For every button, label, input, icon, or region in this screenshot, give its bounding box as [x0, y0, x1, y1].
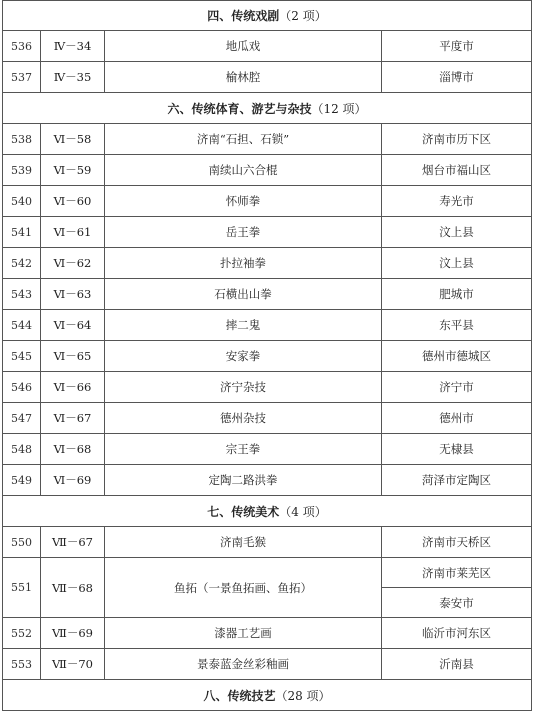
table-row	[3, 248, 532, 279]
row-location: 济南市历下区	[382, 124, 532, 155]
row-code: Ⅵ－63	[41, 279, 105, 310]
row-number: 540	[3, 186, 41, 217]
row-number: 553	[3, 649, 41, 680]
row-number: 550	[3, 527, 41, 558]
row-name: 南续山六合棍	[105, 155, 382, 186]
section-row	[3, 680, 532, 711]
row-name: 济南毛猴	[105, 527, 382, 558]
row-number: 547	[3, 403, 41, 434]
row-location: 东平县	[382, 310, 532, 341]
row-number: 538	[3, 124, 41, 155]
row-number: 552	[3, 618, 41, 649]
row-location: 济南市天桥区	[382, 527, 532, 558]
section-title: 六、传统体育、游艺与杂技	[167, 101, 312, 116]
heritage-table	[2, 0, 532, 711]
row-name: 漆器工艺画	[105, 618, 382, 649]
table-row	[3, 618, 532, 649]
section-row	[3, 496, 532, 527]
row-code: Ⅳ－35	[41, 62, 105, 93]
section-title: 四、传统戏剧	[207, 9, 280, 23]
row-code: Ⅵ－69	[41, 465, 105, 496]
row-number: 551	[3, 558, 41, 618]
row-location: 德州市	[382, 403, 532, 434]
table-row	[3, 186, 532, 217]
row-location-secondary: 泰安市	[382, 588, 532, 618]
section-count: （2 项）	[279, 9, 327, 23]
row-number: 536	[3, 31, 41, 62]
row-name: 鱼拓（一景鱼拓画、鱼拓）	[105, 558, 382, 618]
table-row	[3, 527, 532, 558]
row-code: Ⅵ－60	[41, 186, 105, 217]
table-row	[3, 403, 532, 434]
row-number: 543	[3, 279, 41, 310]
section-header	[3, 680, 532, 711]
row-name: 摔二鬼	[105, 310, 382, 341]
row-name: 岳王拳	[105, 217, 382, 248]
table-row	[3, 217, 532, 248]
row-code: Ⅶ－67	[41, 527, 105, 558]
table-row	[3, 310, 532, 341]
row-code: Ⅵ－68	[41, 434, 105, 465]
row-name: 榆林腔	[105, 62, 382, 93]
row-location: 无棣县	[382, 434, 532, 465]
section-row	[3, 93, 532, 124]
row-location: 汶上县	[382, 217, 532, 248]
row-number: 548	[3, 434, 41, 465]
row-code: Ⅶ－68	[41, 558, 105, 618]
row-code: Ⅵ－59	[41, 155, 105, 186]
row-code: Ⅵ－64	[41, 310, 105, 341]
row-code: Ⅵ－62	[41, 248, 105, 279]
row-location: 淄博市	[382, 62, 532, 93]
row-code: Ⅵ－58	[41, 124, 105, 155]
row-code: Ⅶ－70	[41, 649, 105, 680]
row-location: 济南市莱芜区	[382, 558, 532, 588]
section-header	[3, 93, 532, 124]
table-row	[3, 31, 532, 62]
table-row	[3, 124, 532, 155]
row-name: 德州杂技	[105, 403, 382, 434]
row-name: 济南“石担、石锁”	[105, 124, 382, 155]
section-header	[3, 1, 532, 31]
row-code: Ⅶ－69	[41, 618, 105, 649]
row-number: 549	[3, 465, 41, 496]
row-location: 德州市德城区	[382, 341, 532, 372]
row-location: 菏泽市定陶区	[382, 465, 532, 496]
row-location: 平度市	[382, 31, 532, 62]
row-code: Ⅵ－66	[41, 372, 105, 403]
row-code: Ⅵ－61	[41, 217, 105, 248]
table-row	[3, 341, 532, 372]
section-count: （12 项）	[311, 101, 367, 116]
row-name: 怀师拳	[105, 186, 382, 217]
table-row	[3, 465, 532, 496]
section-count: （4 项）	[279, 504, 327, 519]
row-name: 石横出山拳	[105, 279, 382, 310]
row-number: 541	[3, 217, 41, 248]
table-row	[3, 558, 532, 588]
row-name: 安家拳	[105, 341, 382, 372]
row-number: 539	[3, 155, 41, 186]
row-location: 汶上县	[382, 248, 532, 279]
section-count: （28 项）	[275, 688, 331, 703]
row-name: 景泰蓝金丝彩釉画	[105, 649, 382, 680]
section-row	[3, 1, 532, 31]
row-name: 地瓜戏	[105, 31, 382, 62]
row-name: 扑拉袖拳	[105, 248, 382, 279]
table-row	[3, 372, 532, 403]
row-number: 545	[3, 341, 41, 372]
row-code: Ⅵ－65	[41, 341, 105, 372]
row-name: 定陶二路洪拳	[105, 465, 382, 496]
row-location: 肥城市	[382, 279, 532, 310]
table-row	[3, 434, 532, 465]
row-location: 济宁市	[382, 372, 532, 403]
row-number: 542	[3, 248, 41, 279]
row-name: 济宁杂技	[105, 372, 382, 403]
row-location: 烟台市福山区	[382, 155, 532, 186]
row-code: Ⅵ－67	[41, 403, 105, 434]
row-location: 寿光市	[382, 186, 532, 217]
row-number: 537	[3, 62, 41, 93]
table-row	[3, 62, 532, 93]
table-row	[3, 279, 532, 310]
table-row	[3, 649, 532, 680]
row-location: 沂南县	[382, 649, 532, 680]
row-number: 544	[3, 310, 41, 341]
section-title: 八、传统技艺	[203, 688, 276, 703]
table-row	[3, 155, 532, 186]
row-location: 临沂市河东区	[382, 618, 532, 649]
row-name: 宗王拳	[105, 434, 382, 465]
section-title: 七、传统美术	[207, 504, 280, 519]
section-header	[3, 496, 532, 527]
row-code: Ⅳ－34	[41, 31, 105, 62]
row-number: 546	[3, 372, 41, 403]
